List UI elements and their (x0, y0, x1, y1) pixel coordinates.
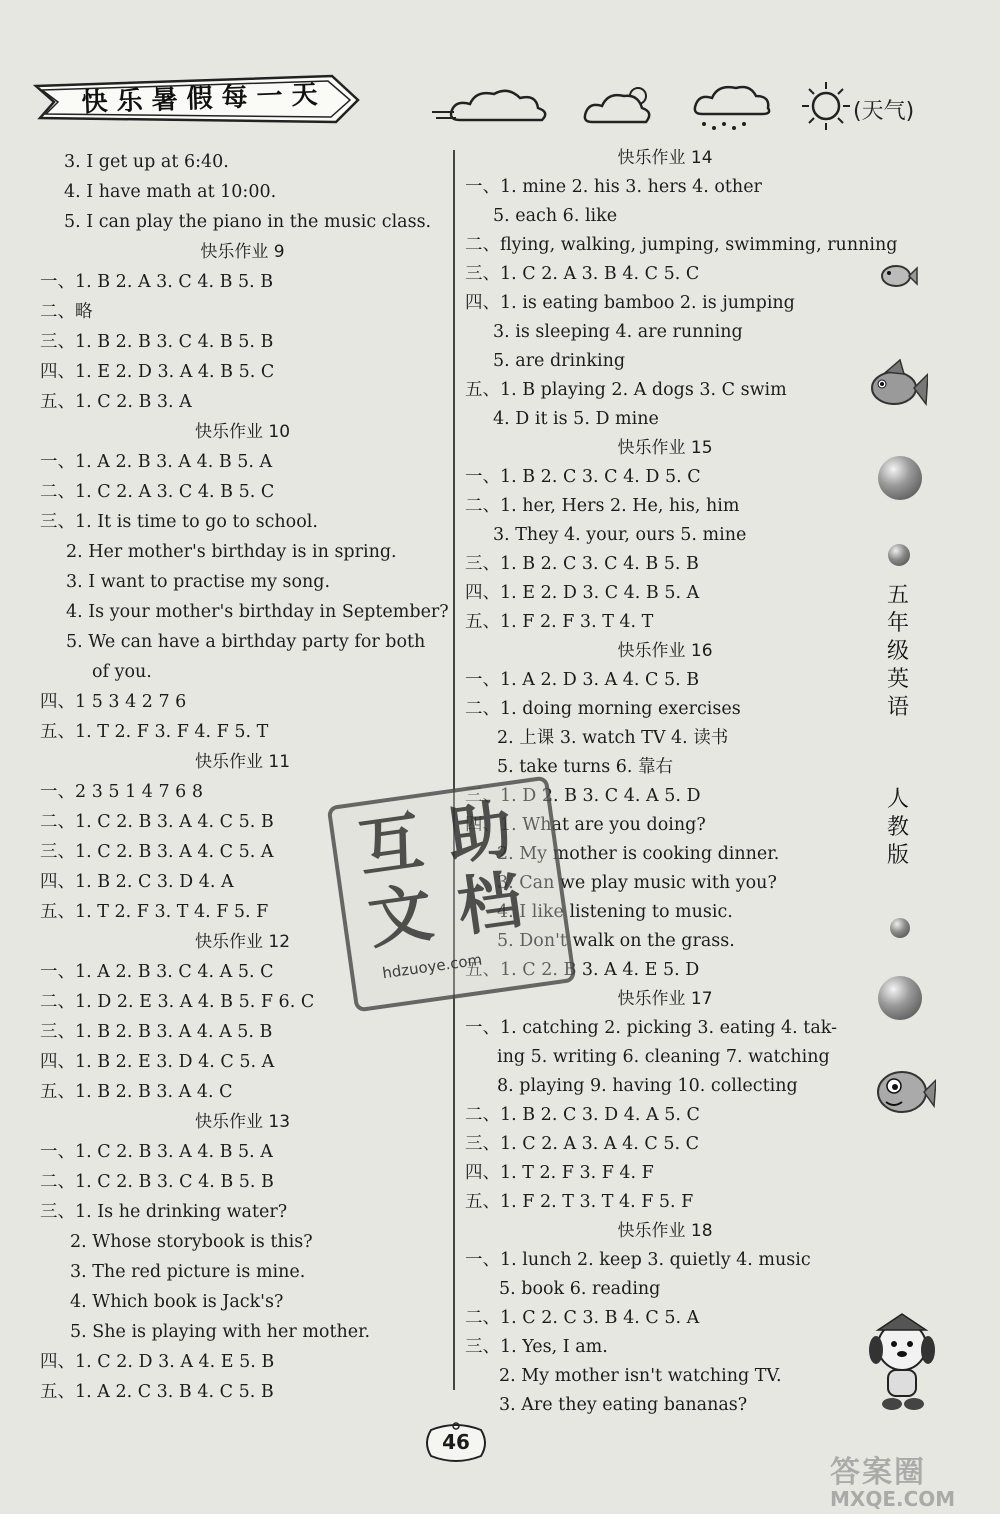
answer-line: 4. I like listening to music. (497, 902, 733, 922)
answer-line: 三、1. D 2. B 3. C 4. A 5. D (465, 786, 701, 806)
stamp-url: hdzuoye.com (381, 950, 484, 983)
answer-line: 四、1. B 2. E 3. D 4. C 5. A (40, 1052, 275, 1072)
answer-line: 4. I have math at 10:00. (64, 182, 277, 202)
answer-line: 三、1. C 2. B 3. A 4. C 5. A (40, 842, 274, 862)
answer-line: 五、1. A 2. C 3. B 4. C 5. B (40, 1382, 274, 1402)
answer-line: 二、1. C 2. B 3. C 4. B 5. B (40, 1172, 274, 1192)
section-title: 快乐作业 12 (194, 932, 291, 952)
answer-line: 五、1. B 2. B 3. A 4. C (40, 1082, 233, 1102)
rainy-icon (690, 82, 775, 130)
answer-line: 3. Can we play music with you? (497, 873, 777, 893)
answer-line: 5. We can have a birthday party for both (66, 632, 426, 652)
answer-line: 3. Are they eating bananas? (499, 1395, 748, 1415)
answer-line: 三、1. B 2. C 3. C 4. B 5. B (465, 554, 699, 574)
cloudy-icon (430, 82, 555, 130)
partly-sunny-icon (580, 82, 660, 130)
answer-line: 二、1. C 2. B 3. A 4. C 5. B (40, 812, 274, 832)
section-title: 快乐作业 10 (194, 422, 291, 442)
answer-line: of you. (92, 662, 152, 682)
section-title: 快乐作业 15 (617, 438, 713, 458)
page-number: 46 (442, 1430, 470, 1454)
small-fish-icon (878, 258, 918, 294)
answer-line: 五、1. C 2. B 3. A (40, 392, 192, 412)
answer-line: 3. The red picture is mine. (70, 1262, 306, 1282)
section-title: 快乐作业 11 (194, 752, 291, 772)
answer-line: 五、1. T 2. F 3. T 4. F 5. F (40, 902, 269, 922)
bubble-icon (890, 918, 910, 938)
answer-line: 三、1. It is time to go to school. (40, 512, 318, 532)
answer-line: 二、1. C 2. C 3. B 4. C 5. A (465, 1308, 700, 1328)
answer-line: 8. playing 9. having 10. collecting (497, 1076, 798, 1096)
answer-line: 五、1. T 2. F 3. F 4. F 5. T (40, 722, 269, 742)
answer-line: 一、1. mine 2. his 3. hers 4. other (465, 177, 762, 197)
bubble-icon (878, 456, 922, 500)
answer-line: 二、1. C 2. A 3. C 4. B 5. C (40, 482, 275, 502)
answer-line: 3. is sleeping 4. are running (493, 322, 743, 342)
stamp-char: 互 (353, 804, 428, 888)
answer-line: 二、flying, walking, jumping, swimming, running (465, 235, 898, 255)
answer-line: 二、1. D 2. E 3. A 4. B 5. F 6. C (40, 992, 315, 1012)
answer-line: 5. are drinking (493, 351, 626, 371)
answer-line: 四、1. E 2. D 3. A 4. B 5. C (40, 362, 275, 382)
answer-line: 三、1. C 2. A 3. B 4. C 5. C (465, 264, 700, 284)
header-banner (32, 72, 362, 120)
weather-label: (天气) (853, 99, 915, 124)
answer-line: 四、1. C 2. D 3. A 4. E 5. B (40, 1352, 275, 1372)
answer-line: 2. Whose storybook is this? (70, 1232, 313, 1252)
answer-line: 2. 上课 3. watch TV 4. 读书 (497, 728, 729, 748)
answer-line: 一、1. C 2. B 3. A 4. B 5. A (40, 1142, 273, 1162)
answer-line: 5. She is playing with her mother. (70, 1322, 371, 1342)
section-title: 快乐作业 17 (617, 989, 713, 1009)
answer-line: 5. Don't walk on the grass. (497, 931, 735, 951)
answer-line: 5. each 6. like (493, 206, 618, 226)
fish-icon (866, 356, 928, 416)
section-title: 快乐作业 16 (617, 641, 713, 661)
stamp-char: 助 (443, 792, 517, 875)
answer-line: 5. book 6. reading (499, 1279, 661, 1299)
answer-line: 五、1. B playing 2. A dogs 3. C swim (465, 380, 787, 400)
stamp-char: 档 (453, 863, 527, 946)
bubble-icon (878, 976, 922, 1020)
answer-line: 2. My mother isn't watching TV. (499, 1366, 782, 1386)
answer-line: 二、1. doing morning exercises (465, 699, 741, 719)
answer-line: 一、1. B 2. C 3. C 4. D 5. C (465, 467, 701, 487)
section-title: 快乐作业 13 (194, 1112, 291, 1132)
answer-line: 四、1. E 2. D 3. C 4. B 5. A (465, 583, 700, 603)
answer-line: 一、2 3 5 1 4 7 6 8 (40, 782, 204, 802)
answer-line: 一、1. A 2. B 3. A 4. B 5. A (40, 452, 273, 472)
answer-line: 三、1. Is he drinking water? (40, 1202, 288, 1222)
answer-line: 3. They 4. your, ours 5. mine (493, 525, 747, 545)
answer-line: 4. Which book is Jack's? (70, 1292, 284, 1312)
answer-line: 三、1. B 2. B 3. C 4. B 5. B (40, 332, 274, 352)
answer-line: ing 5. writing 6. cleaning 7. watching (497, 1047, 830, 1067)
answer-line: 2. My mother is cooking dinner. (497, 844, 780, 864)
answer-line: 一、1. lunch 2. keep 3. quietly 4. music (465, 1250, 811, 1270)
answer-line: 二、1. her, Hers 2. He, his, him (465, 496, 740, 516)
answer-line: 一、1. B 2. A 3. C 4. B 5. B (40, 272, 274, 292)
stamp-char: 文 (363, 876, 438, 959)
answer-line: 2. Her mother's birthday is in spring. (66, 542, 397, 562)
answer-line: 四、1. What are you doing? (465, 815, 706, 835)
watermark-url: MXQE.COM (830, 1487, 956, 1511)
answer-line: 五、1. F 2. F 3. T 4. T (465, 612, 654, 632)
watermark-stamp (327, 775, 577, 1012)
answer-line: 四、1 5 3 4 2 7 6 (40, 692, 187, 712)
answer-line: 一、1. A 2. B 3. C 4. A 5. C (40, 962, 274, 982)
cartoon-fish-icon (872, 1058, 936, 1122)
answer-line: 一、1. A 2. D 3. A 4. C 5. B (465, 670, 700, 690)
answer-line: 二、1. B 2. C 3. D 4. A 5. C (465, 1105, 700, 1125)
answer-line: 三、1. B 2. B 3. A 4. A 5. B (40, 1022, 273, 1042)
column-divider (453, 150, 455, 1390)
answer-line: 三、1. Yes, I am. (465, 1337, 608, 1357)
answer-line: 5. take turns 6. 靠右 (497, 757, 673, 777)
answer-line: 二、略 (40, 302, 93, 322)
banner-title: 快乐暑假每一天 (81, 79, 328, 119)
answer-line: 5. I can play the piano in the music class. (64, 212, 432, 232)
answer-line: 三、1. C 2. A 3. A 4. C 5. C (465, 1134, 699, 1154)
section-title: 快乐作业 14 (617, 148, 713, 168)
grade-subject-label: 五 年 级 英 语 (886, 583, 909, 720)
answer-line: 四、1. T 2. F 3. F 4. F (465, 1163, 654, 1183)
site-watermark (830, 1455, 956, 1512)
answer-line: 四、1. B 2. C 3. D 4. A (40, 872, 234, 892)
answer-line: 3. I want to practise my song. (66, 572, 331, 592)
answer-line: 五、1. F 2. T 3. T 4. F 5. F (465, 1192, 694, 1212)
answer-line: 3. I get up at 6:40. (64, 152, 229, 172)
edition-label: 人 教 版 (886, 787, 909, 868)
watermark-title: 答案圈 (830, 1455, 926, 1490)
answer-line: 4. D it is 5. D mine (493, 409, 659, 429)
bubble-icon (888, 544, 910, 566)
answer-line: 4. Is your mother's birthday in September? (66, 602, 449, 622)
section-title: 快乐作业 9 (200, 242, 285, 262)
sunny-icon (800, 80, 852, 132)
section-title: 快乐作业 18 (617, 1221, 713, 1241)
answer-line: 五、1. C 2. B 3. A 4. E 5. D (465, 960, 700, 980)
answer-line: 四、1. is eating bamboo 2. is jumping (465, 293, 795, 313)
cartoon-dog-icon (862, 1310, 940, 1414)
answer-line: 一、1. catching 2. picking 3. eating 4. tak- (465, 1018, 837, 1038)
